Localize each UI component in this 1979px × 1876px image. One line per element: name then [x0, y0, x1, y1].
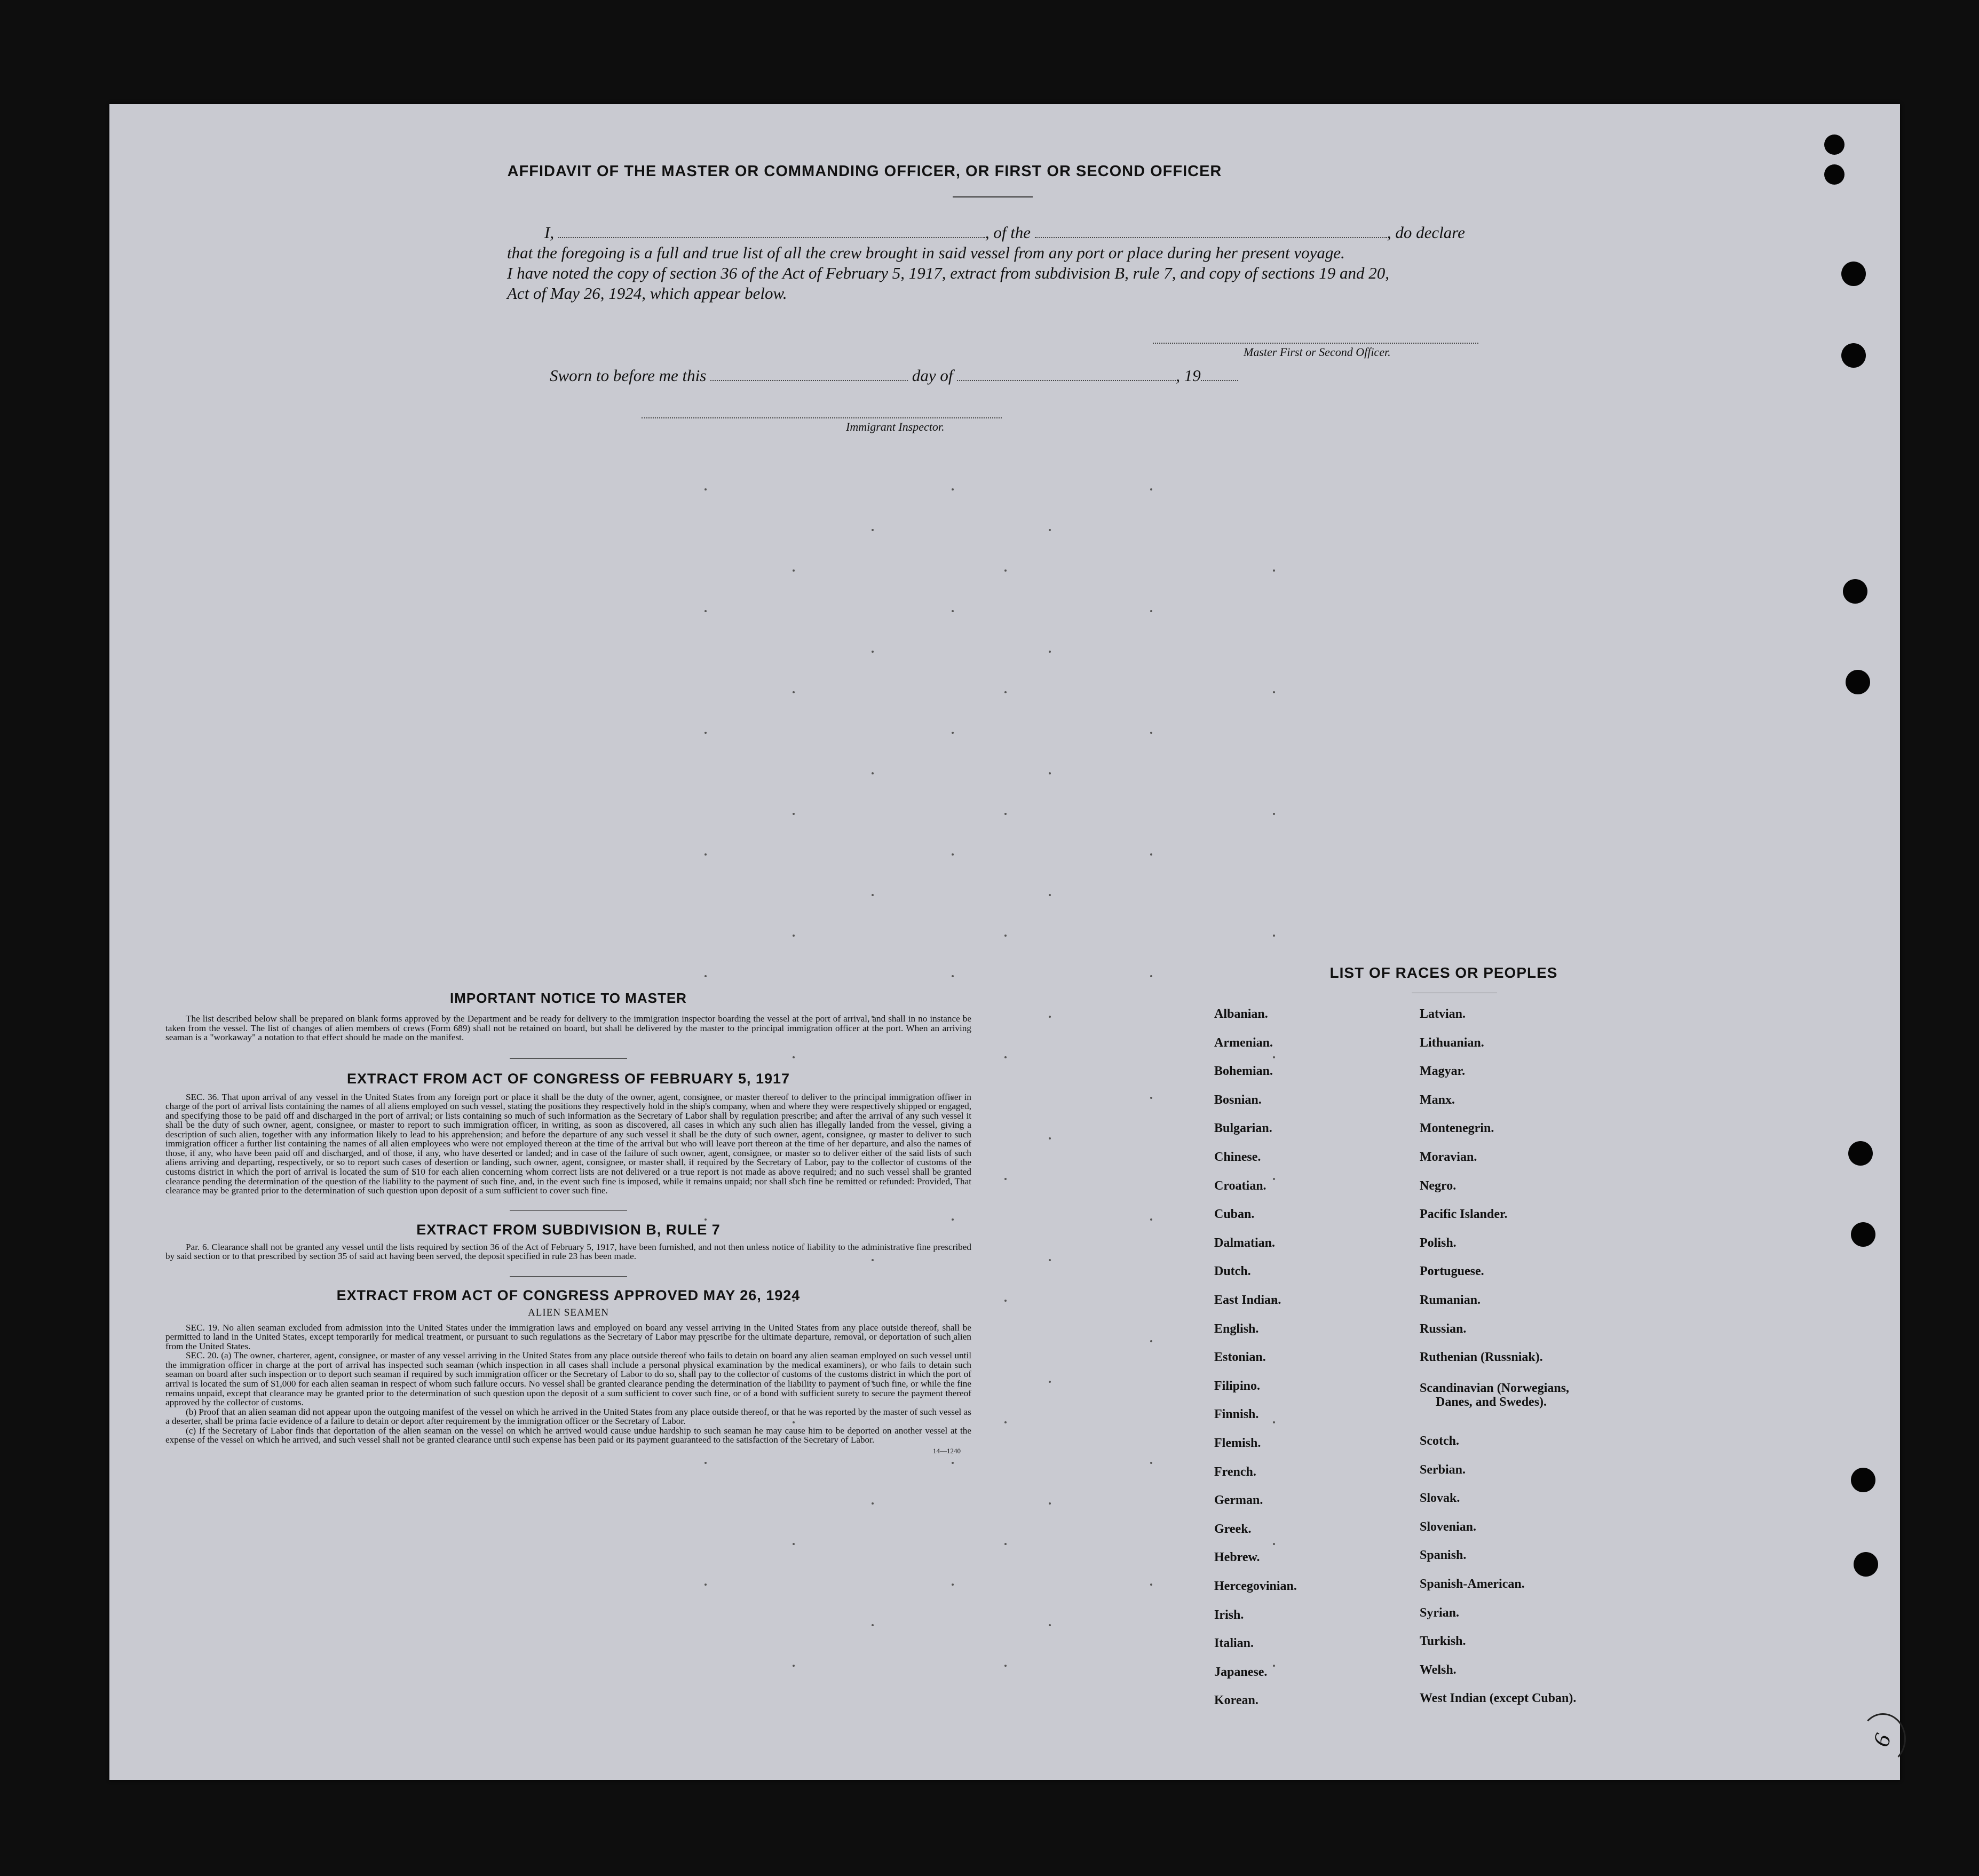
- race-item: Ruthenian (Russniak).: [1420, 1350, 1543, 1365]
- faint-dot: [1273, 1421, 1275, 1423]
- race-item: Serbian.: [1420, 1462, 1466, 1477]
- faint-dot: [952, 853, 954, 856]
- race-item: Dutch.: [1214, 1264, 1251, 1279]
- race-item: French.: [1214, 1465, 1256, 1479]
- punch-hole: [1848, 1141, 1873, 1166]
- faint-dot: [1004, 691, 1007, 693]
- vessel-blank[interactable]: [1035, 225, 1387, 238]
- faint-dot: [704, 853, 707, 856]
- faint-dot: [1004, 1056, 1007, 1058]
- affidavit-title: AFFIDAVIT OF THE MASTER OR COMMANDING OFFICER, OR FIRST OR SECOND OFFICER: [507, 163, 1222, 180]
- extract-1924-title: EXTRACT FROM ACT OF CONGRESS APPROVED MAY 26, 1924: [336, 1287, 801, 1303]
- title-divider: [953, 196, 1033, 197]
- master-signature-blank[interactable]: [1153, 331, 1478, 344]
- sworn-year-blank[interactable]: [1201, 368, 1238, 381]
- faint-dot: [1004, 1665, 1007, 1667]
- faint-dot: [1049, 772, 1051, 774]
- faint-dot: [1049, 1137, 1051, 1139]
- race-item: German.: [1214, 1493, 1263, 1508]
- name-blank[interactable]: [558, 225, 985, 238]
- races-title: LIST OF RACES OR PEOPLES: [1329, 964, 1558, 981]
- faint-dot: [704, 610, 707, 612]
- affidavit-declare-label: , do declare: [1387, 223, 1465, 242]
- race-item: Filipino.: [1214, 1379, 1261, 1393]
- affidavit-i-label: I,: [544, 223, 555, 242]
- race-item: Danes, and Swedes).: [1436, 1395, 1547, 1409]
- faint-dot: [872, 1624, 874, 1626]
- rule7-title: EXTRACT FROM SUBDIVISION B, RULE 7: [416, 1221, 721, 1238]
- faint-dot: [1273, 1665, 1275, 1667]
- affidavit-of-the-label: , of the: [985, 223, 1031, 242]
- faint-dot: [1049, 1502, 1051, 1505]
- affidavit-line-4: Act of May 26, 1924, which appear below.: [507, 284, 787, 303]
- faint-dot: [1150, 1097, 1152, 1099]
- rule7-body: Par. 6. Clearance shall not be granted any vessel until the lists required by section 36 of the Act of February 5, 1917, have been furnished, and not then unless notice of liability to the administrative fine prescribed by said section or to that prescribed by section 35 of said act having been served, the deposit specified in rule 23 has been made.: [165, 1241, 971, 1262]
- race-item: Spanish.: [1420, 1548, 1467, 1563]
- race-item: Pacific Islander.: [1420, 1207, 1508, 1222]
- race-item: Latvian.: [1420, 1007, 1466, 1021]
- affidavit-line-2: that the foregoing is a full and true list of all the crew brought in said vessel from any port or place during her present voyage.: [507, 243, 1345, 262]
- faint-dot: [1004, 935, 1007, 937]
- faint-dot: [793, 813, 795, 815]
- inspector-label: Immigrant Inspector.: [846, 420, 945, 433]
- faint-dot: [704, 975, 707, 977]
- race-item: Irish.: [1214, 1608, 1244, 1622]
- race-item: Korean.: [1214, 1693, 1258, 1708]
- punch-hole: [1824, 134, 1845, 155]
- inspector-signature-blank[interactable]: [642, 406, 1002, 418]
- faint-dot: [1150, 1218, 1152, 1221]
- faint-dot: [793, 935, 795, 937]
- punch-hole: [1854, 1552, 1878, 1577]
- faint-dot: [1049, 1259, 1051, 1261]
- race-item: Rumanian.: [1420, 1293, 1481, 1307]
- faint-dot: [1273, 935, 1275, 937]
- faint-dot: [1004, 1300, 1007, 1302]
- affidavit-line-3: I have noted the copy of section 36 of the Act of February 5, 1917, extract from subdivision B, rule 7, and copy of sections 19 and 20,: [507, 264, 1390, 282]
- faint-dot: [1273, 813, 1275, 815]
- faint-dot: [1273, 569, 1275, 572]
- faint-dot: [704, 732, 707, 734]
- faint-dot: [872, 772, 874, 774]
- race-item: Dalmatian.: [1214, 1236, 1275, 1250]
- race-item: Croatian.: [1214, 1178, 1266, 1193]
- legal-text-column: [165, 990, 971, 1455]
- sworn-label: Sworn to before me this: [550, 366, 707, 385]
- race-item: Slovak.: [1420, 1491, 1460, 1506]
- faint-dot: [1273, 1543, 1275, 1545]
- notice-divider: [510, 1058, 627, 1059]
- faint-dot: [1004, 1543, 1007, 1545]
- faint-dot: [1273, 691, 1275, 693]
- faint-dot: [1049, 529, 1051, 531]
- faint-dot: [793, 1665, 795, 1667]
- faint-dot: [952, 488, 954, 490]
- race-item: Bohemian.: [1214, 1064, 1273, 1079]
- race-item: Hebrew.: [1214, 1550, 1260, 1565]
- faint-dot: [704, 1462, 707, 1464]
- faint-dot: [1150, 732, 1152, 734]
- faint-dot: [952, 732, 954, 734]
- race-item: Moravian.: [1420, 1150, 1477, 1164]
- faint-dot: [1004, 1178, 1007, 1180]
- faint-dot: [872, 894, 874, 896]
- faint-dot: [793, 1543, 795, 1545]
- master-signature-label: Master First or Second Officer.: [1244, 345, 1391, 359]
- faint-dot: [704, 488, 707, 490]
- faint-dot: [793, 691, 795, 693]
- punch-hole: [1851, 1468, 1875, 1492]
- faint-dot: [952, 1462, 954, 1464]
- notice-title: IMPORTANT NOTICE TO MASTER: [450, 990, 687, 1006]
- race-item: Portuguese.: [1420, 1264, 1484, 1279]
- race-item: Flemish.: [1214, 1436, 1261, 1450]
- faint-dot: [1049, 1381, 1051, 1383]
- punch-hole: [1843, 579, 1867, 604]
- rule7-divider: [510, 1276, 627, 1277]
- form-sheet: [109, 104, 1900, 1780]
- faint-dot: [1004, 1421, 1007, 1423]
- race-item: Manx.: [1420, 1093, 1455, 1107]
- faint-dot: [1049, 894, 1051, 896]
- faint-dot: [1150, 975, 1152, 977]
- race-item: Turkish.: [1420, 1634, 1466, 1649]
- day-of-label: day of: [912, 366, 953, 385]
- race-item: Slovenian.: [1420, 1519, 1477, 1534]
- race-item: Polish.: [1420, 1236, 1456, 1250]
- race-item: Montenegrin.: [1420, 1121, 1494, 1136]
- race-item: Welsh.: [1420, 1663, 1456, 1677]
- faint-dot: [793, 569, 795, 572]
- sec20b-body: (b) Proof that an alien seaman did not appear upon the outgoing manifest of the vessel on which he arrived in the United States from any place outside thereof, or that he was reported by the master of such vessel as a deserter, shall be prima facie evidence of a failure to detain or deport after requirement by the immigration officer or the Secretary of Labor.: [165, 1406, 971, 1427]
- punch-hole: [1846, 670, 1870, 694]
- race-item: Magyar.: [1420, 1064, 1466, 1079]
- extract-1917-body: SEC. 36. That upon arrival of any vessel in the United States from any foreign port or place it shall be the duty of the owner, agent, consignee, or master thereof to deliver to the principal immigration officer in charge of the port of arrival lists containing the names of all aliens employed on such vessel, stating the positions they respectively hold in the ship's company, when and where they were respectively shipped or engaged, and specifying those to be paid off and discharged in the port of arrival; or lists containing so much of such information as the Secretary of Labor shall by regulation prescribe; and after the arrival of any such vessel it shall be the duty of such owner, agent, consignee, or master to report to such immigration officer, in writing, as soon as discovered, all cases in which any such alien has illegally landed from the vessel, giving a description of such alien, together with any information likely to lead to his apprehension; and before the departure of any such vessel it shall be the duty of such owner, agent, consignee, or master to deliver to such immigration officer a further list containing the names of all alien employees who were not employed thereon at the time of the arrival but who will leave port thereon at the time of her departure, and also the names of those, if any, who have been paid off and discharged, and of those, if any, who have deserted or landed; and in case of the failure of such owner, agent, consignee, or master so to deliver either of the said lists of such aliens arriving and departing, respectively, or so to report such cases of desertion or landing, such owner, agent, consignee, or master shall, if required by the Secretary of Labor, pay to the collector of customs of the customs district in which the port of arrival is located the sum of $10 for each alien concerning whom correct lists are not delivered or a true report is not made as above required; and no such vessel shall be granted clearance pending the determination of the question of the liability to the payment of such fine, and, in the event such fine is imposed, while it remains unpaid; nor shall such fine be remitted or refunded: Provided, That clearance may be granted prior to the determination of such question upon deposit of a sum sufficient to cover such fine.: [165, 1091, 971, 1196]
- race-item: Chinese.: [1214, 1150, 1261, 1164]
- race-item: Hercegovinian.: [1214, 1579, 1297, 1593]
- punch-hole: [1851, 1222, 1875, 1247]
- faint-dot: [1150, 1584, 1152, 1586]
- faint-dot: [952, 975, 954, 977]
- handwritten-page-number: 6: [1867, 1730, 1896, 1751]
- race-item: Spanish-American.: [1420, 1577, 1525, 1591]
- faint-dot: [1049, 1016, 1051, 1018]
- faint-dot: [952, 610, 954, 612]
- sec19-body: SEC. 19. No alien seaman excluded from admission into the United States under the immigration laws and employed on board any vessel arriving in the United States from any place outside thereof, shall be permitted to land in the United States, except temporarily for medical treatment, or pursuant to such regulations as the Secretary of Labor may prescribe for the ultimate departure, removal, or deportation of such alien from the United States.: [165, 1322, 971, 1351]
- sworn-line: [550, 366, 1238, 385]
- faint-dot: [1004, 813, 1007, 815]
- race-item: Russian.: [1420, 1321, 1467, 1336]
- race-item: Lithuanian.: [1420, 1035, 1484, 1050]
- faint-dot: [872, 651, 874, 653]
- faint-dot: [704, 1584, 707, 1586]
- faint-dot: [1150, 488, 1152, 490]
- race-item: Bulgarian.: [1214, 1121, 1272, 1136]
- sec20a-body: SEC. 20. (a) The owner, charterer, agent, consignee, or master of any vessel arriving in the United States from any place outside thereof who fails to detain on board any alien seaman employed on such vessel until the immigration officer in charge at the port of arrival has inspected such seaman (which inspection in all cases shall include a personal physical examination by the medical examiners), or who fails to detain such seaman on board after such inspection or to deport such seaman if required by such immigration officer or the Secretary of Labor to do so, shall pay to the collector of customs of the customs district in which the port of arrival is located the sum of $1,000 for each alien seaman in respect of whom such failure occurs. No vessel shall be granted clearance pending the determination of the liability to payment of such fine, or while the fine remains unpaid, except that clearance may be granted prior to the determination of such question upon the deposit of a sum sufficient to cover such fine, or of a bond with sufficient surety to secure the payment thereof approved by the collector of customs.: [165, 1350, 971, 1408]
- race-item: Armenian.: [1214, 1035, 1273, 1050]
- faint-dot: [1049, 1624, 1051, 1626]
- faint-dot: [1150, 1462, 1152, 1464]
- faint-dot: [1150, 610, 1152, 612]
- race-item: Estonian.: [1214, 1350, 1266, 1365]
- punch-hole: [1841, 343, 1866, 368]
- faint-dot: [952, 1584, 954, 1586]
- extract-1917-divider: [510, 1210, 627, 1211]
- race-item: Scotch.: [1420, 1434, 1459, 1448]
- race-item: Scandinavian (Norwegians,: [1420, 1381, 1570, 1395]
- punch-hole: [1841, 262, 1866, 286]
- race-item: Greek.: [1214, 1522, 1252, 1536]
- faint-dot: [1049, 651, 1051, 653]
- race-item: Italian.: [1214, 1636, 1254, 1651]
- faint-dot: [1004, 569, 1007, 572]
- sec20c-body: (c) If the Secretary of Labor finds that deportation of the alien seaman on the vessel on which he arrived would cause undue hardship to such seaman he may cause him to be deported on another vessel at the expense of the vessel on which he arrived, and such vessel shall not be granted clearance until such expense has been paid or its payment guaranteed to the satisfaction of the Secretary of Labor.: [165, 1425, 971, 1445]
- form-number: 14—1240: [933, 1446, 961, 1455]
- race-item: East Indian.: [1214, 1293, 1281, 1307]
- race-item: Finnish.: [1214, 1407, 1259, 1422]
- faint-dot: [1150, 1340, 1152, 1342]
- year-label: , 19: [1176, 366, 1201, 385]
- notice-body: The list described below shall be prepared on blank forms approved by the Department and be ready for delivery to the immigration inspector boarding the vessel at the port of arrival, and shall in no instance be taken from the vessel. The list of changes of alien members of crews (Form 689) shall not be retained on board, but shall be delivered by the master to the principal immigration officer at the port. When an arriving seaman is a "workaway" a notation to that effect should be made on the manifest.: [165, 1014, 971, 1043]
- race-item: Negro.: [1420, 1178, 1456, 1193]
- race-item: English.: [1214, 1321, 1259, 1336]
- punch-hole: [1824, 164, 1845, 185]
- faint-dot: [1273, 1056, 1275, 1058]
- extract-1917-title: EXTRACT FROM ACT OF CONGRESS OF FEBRUARY 5, 1917: [346, 1070, 790, 1087]
- alien-seamen-subtitle: ALIEN SEAMEN: [528, 1307, 609, 1318]
- race-item: Cuban.: [1214, 1207, 1255, 1222]
- race-item: West Indian (except Cuban).: [1420, 1691, 1577, 1706]
- race-item: Bosnian.: [1214, 1093, 1262, 1107]
- faint-dot: [1150, 853, 1152, 856]
- faint-dot: [872, 1502, 874, 1505]
- affidavit-line-1: [544, 223, 1465, 242]
- sworn-day-blank[interactable]: [710, 368, 908, 381]
- faint-dot: [872, 529, 874, 531]
- race-item: Syrian.: [1420, 1605, 1460, 1620]
- sworn-month-blank[interactable]: [957, 368, 1176, 381]
- faint-dot: [1273, 1178, 1275, 1180]
- race-item: Albanian.: [1214, 1007, 1268, 1021]
- race-item: Japanese.: [1214, 1665, 1268, 1679]
